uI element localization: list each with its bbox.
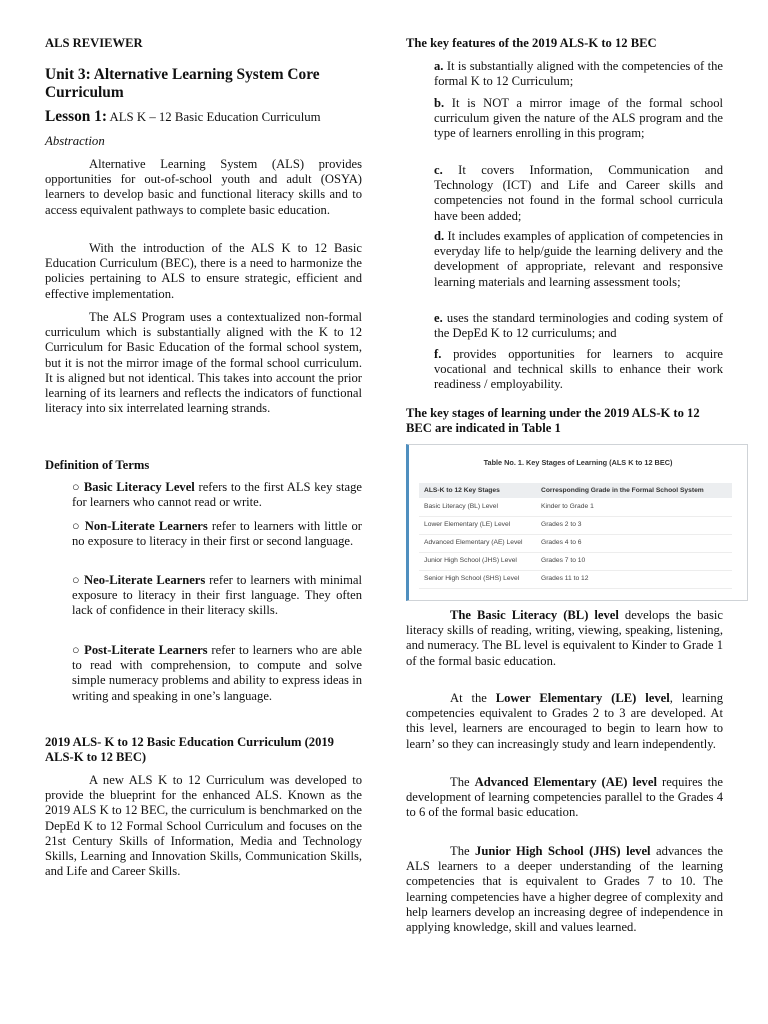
level-paragraph [406,844,723,935]
feature-item [434,59,723,89]
feature-text: It includes examples of application of competencies in everyday life to help/guide the learning delivery and the development of appropriate, relevant and responsive learning materials and learning assessment tools; [434,229,723,289]
table-cell: Junior High School (JHS) Level [424,557,517,564]
table-cell: Lower Elementary (LE) Level [424,521,511,528]
feature-text: uses the standard terminologies and coding system of the DepEd K to 12 curriculums; and [434,311,723,341]
table-row [419,517,732,535]
definition-item [72,519,362,549]
lesson-title: ALS K – 12 Basic Education Curriculum [109,110,321,124]
level-text: develops the basic literacy skills of reading, writing, viewing, speaking, listening, and numeracy. The BL level is equivalent to Kinder to Grade 1 of the formal basic education. [406,608,723,668]
table-cell: Advanced Elementary (AE) Level [424,539,523,546]
level-term: Advanced Elementary (AE) level [474,775,657,789]
table-header-cell: ALS-K to 12 Key Stages [424,487,500,494]
abstract-paragraph: The ALS Program uses a contextualized non-formal curriculum which is substantially aligned with the K to 12 Curriculum for Basic Education of the formal school system, but it is not the mirror image of the formal school curriculum. It is aligned but not identical. This takes into account the prior learning of its learners and reflects the indicators of functional literacy into six interrelated learning strands. [45,310,362,416]
feature-text: It is substantially aligned with the competencies of the formal K to 12 Curriculum; [434,59,723,89]
definition-term: Non-Literate Learners [84,519,208,533]
table-cell: Grades 2 to 3 [541,521,582,528]
definition-term: Neo-Literate Learners [84,573,206,587]
definition-item [72,573,362,619]
definition-text: refer to learners with little or no exposure to literacy in their first or second language. [72,519,362,549]
bec-paragraph: A new ALS K to 12 Curriculum was developed to provide the blueprint for the enhanced ALS. Known as the 2019 ALS K to 12 BEC, the curriculum is benchmarked on the DepEd K to 12 Formal School Curriculum and focuses on the 21st Century Skills of Information, Media and Technology Skills, Learning and Innovation Skills, Communication Skills, and Life and Career Skills. [45,773,362,879]
feature-item [434,347,723,393]
definition-text: refer to learners who are able to read with comprehension, to compute and solve simple numeracy problems and ability to express ideas in writing and speaking in one’s language. [72,643,363,703]
table-cell: Grades 11 to 12 [541,575,589,582]
table-row [419,535,732,553]
abstract-paragraph: With the introduction of the ALS K to 12 Basic Education Curriculum (BEC), there is a need to harmonize the policies pertaining to ALS to ensure strategic, efficient and effective implementation. [45,241,362,301]
bullet-icon: ○ [72,480,81,494]
feature-letter: a. [434,59,444,73]
table-cell: Grades 4 to 6 [541,539,582,546]
stages-heading: The key stages of learning under the 2019 ALS-K to 12 BEC are indicated in Table 1 [406,406,700,436]
feature-item [434,311,723,341]
feature-letter: d. [434,229,445,243]
definition-item [72,643,362,704]
lesson-heading [45,108,321,126]
level-paragraph [406,775,723,821]
level-text: requires the development of learning competencies parallel to the Grades 4 to 6 of the formal basic education. [406,775,723,820]
table-header-cell: Corresponding Grade in the Formal School System [541,487,704,494]
bullet-icon: ○ [72,573,81,587]
definitions-heading: Definition of Terms [45,458,150,472]
level-paragraph [406,608,723,669]
table-cell: Senior High School (SHS) Level [424,575,520,582]
feature-letter: c. [434,163,443,177]
level-text: advances the ALS learners to a deeper understanding of the learning competencies that is equivalent to Grades 7 to 10. The learning competencies have a higher degree of complexity and help learners develop an increasing degree of independence in applying knowledge, skill and values learned. [406,844,723,935]
level-text: The [450,844,476,858]
table-cell: Kinder to Grade 1 [541,503,594,510]
level-term: Lower Elementary (LE) level [495,691,670,705]
table-row [419,553,732,571]
table-row [419,571,732,589]
feature-item [434,229,723,290]
document-header: ALS REVIEWER [45,36,143,50]
unit-title: Unit 3: Alternative Learning System Core Curriculum [45,66,320,101]
abstraction-label: Abstraction [45,134,105,148]
level-text: At the [450,691,496,705]
table-header-row [419,483,732,498]
table-row [419,499,732,517]
feature-item [434,163,723,224]
definition-term: Post-Literate Learners [84,643,208,657]
definition-text: refer to learners with minimal exposure to literacy in their first language. They often lack of confidence in their literacy skills. [72,573,362,618]
abstract-paragraph: Alternative Learning System (ALS) provides opportunities for out-of-school youth and adult (OSYA) learners to develop basic and functional literacy skills and to access equivalent pathways to complete basic education. [45,157,362,217]
table-title: Table No. 1. Key Stages of Learning (ALS K to 12 BEC) [483,458,673,467]
feature-letter: e. [434,311,443,325]
feature-text: provides opportunities for learners to acquire vocational and technical skills to enhance their work readiness / employability. [434,347,723,392]
level-term: The Basic Literacy (BL) level [450,608,619,622]
feature-item [434,96,723,142]
level-text: The [450,775,475,789]
level-text: , learning competencies equivalent to Grades 2 to 3 are developed. At this level, learners are encouraged to begin to learn how to learn’ so they can increasingly study and learn independently. [406,691,724,751]
bullet-icon: ○ [72,643,81,657]
level-term: Junior High School (JHS) level [475,844,651,858]
features-heading: The key features of the 2019 ALS-K to 12 BEC [406,36,657,50]
level-paragraph [406,691,723,752]
feature-text: It covers Information, Communication and Technology (ICT) and Life and Career skills and competencies not found in the formal school curricula have been added; [434,163,723,223]
table-cell: Grades 7 to 10 [541,557,586,564]
definition-item [72,480,362,510]
definition-text: refers to the first ALS key stage for learners who cannot read or write. [72,480,362,510]
feature-letter: b. [434,96,445,110]
bec-heading: 2019 ALS- K to 12 Basic Education Curriculum (2019 ALS-K to 12 BEC) [45,735,334,765]
key-stages-table [406,444,748,601]
lesson-label: Lesson 1: [45,108,107,125]
bullet-icon: ○ [72,519,81,533]
feature-letter: f. [434,347,442,361]
definition-term: Basic Literacy Level [83,480,195,494]
table-cell: Basic Literacy (BL) Level [424,503,498,510]
feature-text: It is NOT a mirror image of the formal school curriculum given the nature of the ALS program and the type of learners enrolling in this program; [434,96,723,141]
